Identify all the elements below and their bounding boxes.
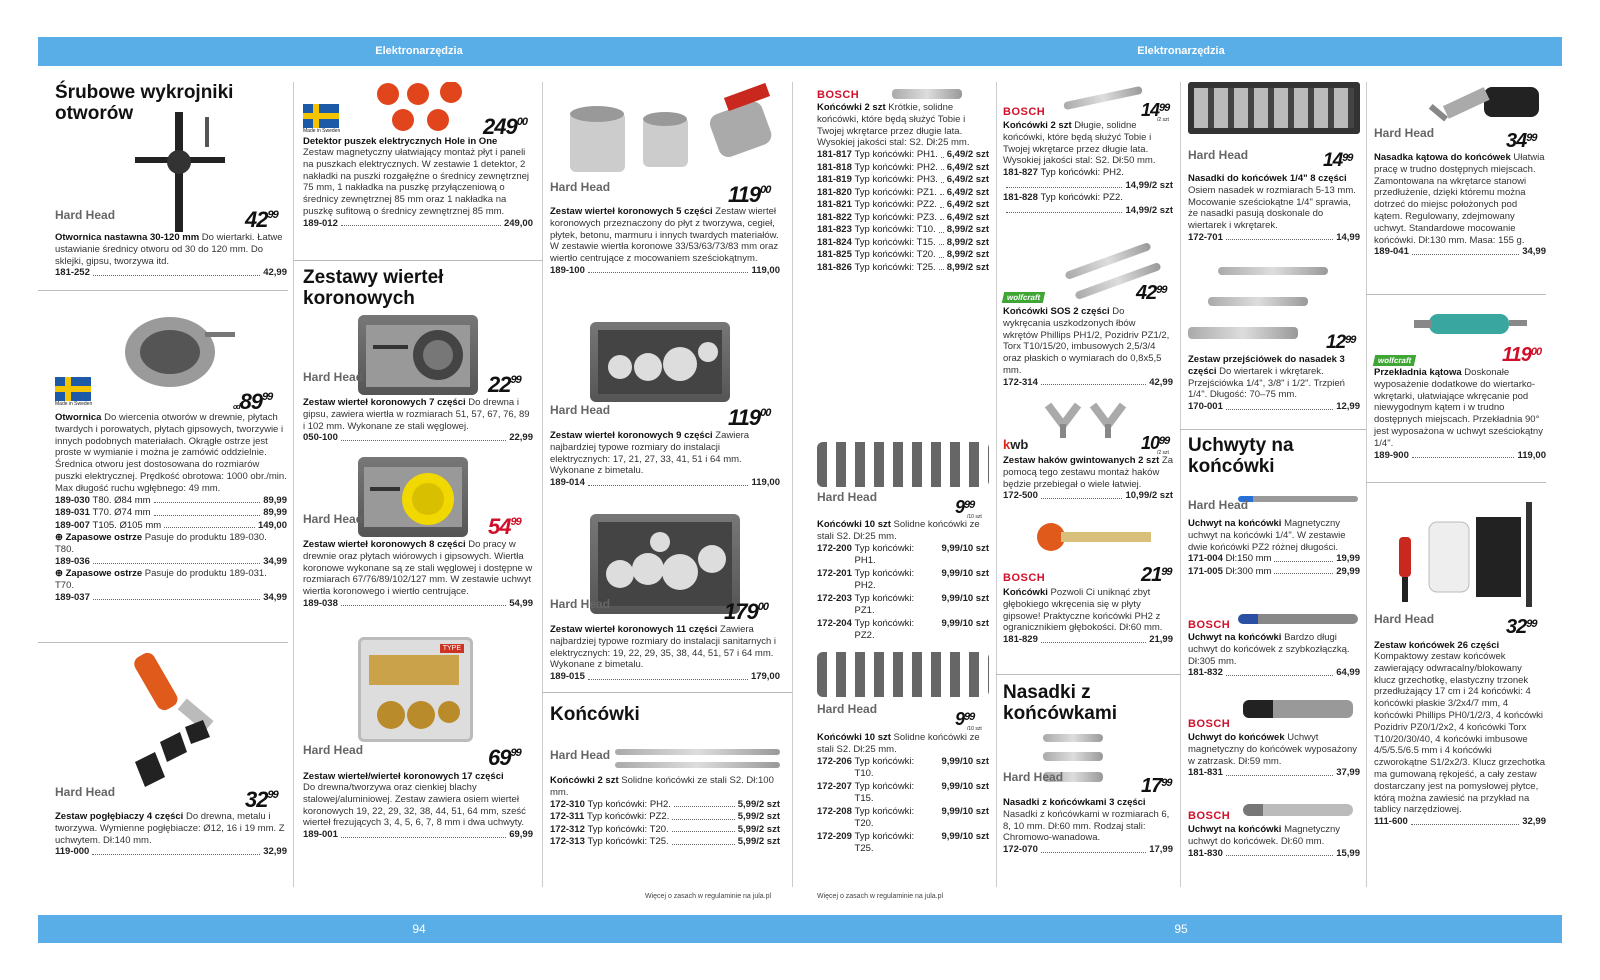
adapter-image [1208, 297, 1308, 306]
product-name: Zestaw wierteł koronowych 8 części [303, 539, 466, 550]
footnote: Więcej o zasach w regulaminie na jula.pl [817, 893, 944, 900]
product-desc: Nasadki z końcówkami w rozmiarach 6, 8, 10 mm. Dł:60 mm. Rodzaj stali: Chromowo-wanadowa. [1003, 808, 1170, 844]
price: $14^{99}$ [1323, 150, 1353, 171]
price-row: 172-207 Typ końcówki: T15. 9,99/10 szt [817, 780, 989, 805]
bottom-banner [38, 915, 1562, 943]
price-row: 172-310 Typ końcówki: PH2. 5,99/2 szt [550, 798, 780, 810]
product-name: Zestaw wierteł/wierteł koronowych 17 części [303, 771, 504, 782]
brand-logo: wolfcraft [1003, 287, 1044, 305]
price-row: 181-830 15,99 [1188, 847, 1360, 859]
product-desc: Kompaktowy zestaw końcówek zawierający odwracalny/blokowany klucz grzechotkę, elastyczny trzonek przedłużający 17 cm i 24 końcówki: 4 końcówki płaskie 3/2x4/7 mm, 4 końcówki Phillips PH0/1/2/3, 4 końcówki Pozidriv PZ0/1/2x2, 4 końcówki Torx T10/20/30/40, 4 końcówki imbusowe 4/5/5.5/6.5 mm i 4 końcówki czworokątne S1/2x2/3. Klucz grzechotka ma gumowaną rękojeść, a cały zestaw dostarczany jest na pomysłowej płytce, którą można zawiesić na przykład na tablicy narzędziowej. [1374, 651, 1546, 816]
price-row: 172-313 Typ końcówki: T25. 5,99/2 szt [550, 836, 780, 848]
footnote: Więcej o zasach w regulaminie na jula.pl [645, 893, 772, 900]
header-left: Elektronarzędzia [375, 45, 463, 57]
divider [1366, 82, 1367, 887]
price-row: 171-004 Dł:150 mm 19,99 [1188, 553, 1360, 565]
adapter-image [1218, 267, 1328, 275]
section-title: Uchwyty na końcówki [1188, 435, 1294, 477]
price-row: 189-036 34,99 [55, 555, 287, 567]
product-desc: Magnetyczny uchwyt do końcówek. Dł:60 mm. [1188, 824, 1341, 847]
product-name: Uchwyt do końcówek [1188, 732, 1285, 743]
price-row: 181-824 Typ końcówki: T15. 8,99/2 szt [817, 236, 989, 248]
angle-attachment-image [1424, 82, 1544, 132]
bit-image [1063, 86, 1143, 110]
product-name: Zestaw wierteł koronowych 7 części [303, 397, 466, 408]
bit-image [615, 762, 780, 768]
brand-logo: Hard Head [1188, 148, 1249, 162]
bit-holder-image [1243, 804, 1353, 816]
drywall-bit-image [1033, 522, 1153, 552]
box-label: TYPE [440, 644, 464, 653]
price: $34^{99}$ [1506, 130, 1537, 152]
price-row: 172-701 14,99 [1188, 231, 1360, 243]
product-desc: Uchwyt magnetyczny do końcówek wyposażony w zatrzask. Dł:59 mm. [1188, 732, 1357, 767]
brand-logo: BOSCH [1003, 106, 1046, 118]
product-name: Końcówki 2 szt [817, 102, 886, 113]
price: $42^{99}$ [1136, 282, 1167, 304]
product-desc: Do wykręcania uszkodzonych łbów wkrętów Phillips PH1/2, Pozidriv PZ1/2, Torx T10/15/20, imbusowych 2,5/3/4 oraz płaskich o wymiarach do 0,8x5,5 mm. [1003, 306, 1170, 376]
adapter-image [1188, 327, 1298, 339]
price-row: 181-826 Typ końcówki: T25. 8,99/2 szt [817, 261, 989, 273]
product-desc: Do drewna, metalu i tworzywa. Wymienne pogłębiacze: Ø12, 16 i 19 mm. Z uchwytem. Dł:140 mm. [55, 811, 285, 846]
price-row: 189-012 249,00 [303, 217, 533, 229]
price-row: 189-037 34,99 [55, 591, 287, 603]
brand-logo: Hard Head [817, 490, 878, 504]
price-row: 189-015 179,00 [550, 671, 780, 683]
hole-saw-image [115, 302, 235, 392]
product-desc: Ułatwia pracę w trudno dostępnych miejscach. Zamontowana na wkrętarce stanowi przedłużenie, dzięki któremu można dotrzeć do miejsc położonych pod kątem. Regulowany, zdejmowany uchwyt. Standardowe mocowanie końcówki. Dł:130 mm. Masa: 155 g. [1374, 152, 1545, 246]
angle-drive-image [1409, 308, 1529, 340]
hole-saw-set-5-image [565, 82, 780, 177]
price: $14^{99}$ [1141, 100, 1170, 120]
sweden-flag-icon [303, 104, 339, 128]
nut-setter-image [1043, 752, 1103, 761]
price-row: 050-100 22,99 [303, 432, 533, 444]
product-name: Nasadki do końcówek 1/4" 8 części [1188, 173, 1347, 184]
price-row: 14,99/2 szt [1003, 205, 1173, 218]
brand-logo: Hard Head [55, 208, 116, 222]
header-right: Elektronarzędzia [1137, 45, 1225, 57]
brand-logo: Hard Head [550, 403, 611, 417]
price: $od89^{99}$ [233, 389, 273, 414]
brand-logo: Hard Head [550, 748, 611, 762]
product-name: Otwornica [55, 412, 102, 423]
brand-logo: Hard Head [303, 370, 364, 384]
divider [542, 82, 543, 887]
price-row: 172-208 Typ końcówki: T20. 9,99/10 szt [817, 805, 989, 830]
hole-saw-set-7-image [358, 315, 478, 395]
price: $9^{99}$ [955, 497, 975, 517]
price-row: 111-600 32,99 [1374, 816, 1546, 828]
unit-label: /10 szt [967, 726, 982, 732]
price-row: 181-252 42,99 [55, 267, 287, 279]
price: $42^{99}$ [245, 207, 278, 232]
product-desc: Do wiertarki. Łatwe ustawianie średnicy otworu od 30 do 120 mm. Do sklejki, gipsu, tworzywa itd. [55, 232, 283, 267]
price-row: 171-005 Dł:300 mm 29,99 [1188, 565, 1360, 577]
product-desc: Solidne końcówki ze stali S2. Dł:25 mm. [817, 519, 980, 542]
product-name: Końcówki 10 szt [817, 732, 891, 743]
price-row: 172-206 Typ końcówki: T10. 9,99/10 szt [817, 755, 989, 780]
nut-setter-image [1043, 734, 1103, 742]
bit-holder-image [1243, 700, 1353, 718]
product-desc: Zawiera najbardziej typowe rozmiary do instalacji elektrycznych: 17, 21, 27, 33, 41, 51 i 64 mm. Wykonane z bimetalu. [550, 430, 750, 477]
product-desc: Długie, solidne końcówki, które będą służyć Tobie i Twojej wkrętarce przez długie lata. Wysokiej jakości stal: S2. Dł:50 mm. [1003, 120, 1156, 167]
price-row: 189-030 T80. Ø84 mm 89,99 [55, 494, 287, 506]
price-row: 172-311 Typ końcówki: PZ2. 5,99/2 szt [550, 811, 780, 823]
page-number-right: 95 [1174, 922, 1188, 936]
section-title: Śrubowe wykrojniki otworów [55, 82, 234, 124]
price: $10^{99}$ [1141, 433, 1170, 453]
spare-name: Zapasowe ostrze [65, 532, 143, 544]
price-row: 172-204 Typ końcówki: PZ2. 9,99/10 szt [817, 617, 989, 642]
brand-logo: BOSCH [1188, 619, 1231, 631]
product-name: Końcówki SOS 2 części [1003, 306, 1110, 317]
column-4 [817, 82, 989, 887]
price-row: 181-823 Typ końcówki: T10. 8,99/2 szt [817, 224, 989, 236]
price: $119^{00}$ [728, 182, 771, 207]
price: $119^{00}$ [1502, 344, 1542, 366]
price: $32^{99}$ [1506, 616, 1537, 638]
price-row: 172-070 17,99 [1003, 844, 1173, 856]
brand-logo: BOSCH [1188, 718, 1231, 730]
section-title: Końcówki [550, 704, 640, 725]
product-desc: Zestaw wierteł koronowych przeznaczony do płyt z tworzywa, cegieł, płytek, betonu, marmuru i innych twardych materiałów. W zestawie wiertła koronowe 33/53/63/73/83 mm oraz wiertło centrujące z mocowaniem sześciokątnym. [550, 206, 779, 265]
brand-logo: BOSCH [817, 89, 860, 101]
price-row: 189-100 119,00 [550, 264, 780, 276]
price: $12^{99}$ [1326, 332, 1356, 353]
brand-logo: Hard Head [303, 512, 364, 526]
price-row: 189-031 T70. Ø74 mm 89,99 [55, 507, 287, 519]
brand-logo: kwb [1003, 437, 1029, 452]
price-row: 181-822 Typ końcówki: PZ3. 6,49/2 szt [817, 211, 989, 223]
hole-saw-set-11-image [590, 514, 740, 614]
price: $54^{99}$ [488, 514, 521, 539]
product-name: Zestaw wierteł koronowych 9 części [550, 430, 713, 441]
section-title: Zestawy wierteł koronowych [303, 267, 444, 309]
divider [996, 82, 997, 887]
price-row: 181-828 Typ końcówki: PZ2. [1003, 192, 1123, 204]
hole-saw-set-8-image [358, 457, 468, 537]
product-name: Zestaw wierteł koronowych 11 części [550, 624, 718, 635]
bit-image [892, 89, 962, 99]
product-desc: Do pracy w drewnie oraz płytach wiórowych i gipsowych. Wiertła koronowe wykonane są ze stali węglowej i dostępne w rozmiarach 67/76/89/102/127 mm. W zestawie uchwyt wiertła koronowego i wiertło centrujące. [303, 539, 533, 598]
product-name: Końcówki 10 szt [817, 519, 891, 530]
product-name: Uchwyt na końcówki [1188, 824, 1282, 835]
brand-logo: Hard Head [817, 702, 878, 716]
product-name: Końcówki 2 szt [1003, 120, 1072, 131]
column-6 [1188, 82, 1360, 887]
price-row: 172-500 10,99/2 szt [1003, 490, 1173, 502]
price: $17^{99}$ [1141, 775, 1172, 797]
section-title: Nasadki z końcówkami [1003, 682, 1118, 724]
product-desc: Do drewna/tworzywa oraz cienkiej blachy stalowej/aluminiowej. Zestaw zawiera osiem wierteł koronowych 19, 22, 29, 32, 38, 44, 51, 64 mm, sześć wierteł frezujących 3, 4, 5, 6, 7, 8 mm i dwa uchwyty. [303, 782, 526, 829]
price-row: 189-041 34,99 [1374, 246, 1546, 258]
brand-logo: Hard Head [1374, 126, 1435, 140]
price: $21^{99}$ [1141, 564, 1172, 586]
price-row: 14,99/2 szt [1003, 180, 1173, 193]
price-row: 172-201 Typ końcówki: PH2. 9,99/10 szt [817, 567, 989, 592]
product-desc: Pozwoli Ci uniknąć zbyt głębokiego wkręcenia się w płyty gipsowe! Praktyczne końcówki PH2 z ogranicznikiem głębokości. Dł:60 mm. [1003, 587, 1163, 634]
unit-label: /2 szt [1157, 450, 1169, 456]
price-row: 181-820 Typ końcówki: PZ1. 6,49/2 szt [817, 186, 989, 198]
hole-saw-set-9-image [590, 322, 730, 402]
price-row: 172-209 Typ końcówki: T25. 9,99/10 szt [817, 830, 989, 855]
product-desc: Doskonałe wyposażenie dodatkowe do wiertarko-wkrętarki, ułatwiające wkręcanie pod niewygodnym kątem i w trudno dostępnych miejscach. Przekładnia 90° jest wyposażona w uchwyt sześciokątny 1/4". [1374, 367, 1543, 449]
price-row: 170-001 12,99 [1188, 401, 1360, 413]
product-desc: Do drewna i gipsu, zawiera wiertła w rozmiarach 51, 57, 67, 76, 89 i 102 mm. Wykonane ze stali węglowej. [303, 397, 530, 432]
bits-image [817, 652, 989, 697]
price-row: 181-829 21,99 [1003, 634, 1173, 646]
brand-logo: Hard Head [550, 597, 611, 611]
brand-logo: Hard Head [1003, 770, 1064, 784]
price: $22^{99}$ [488, 372, 521, 397]
column-2 [303, 82, 533, 887]
product-desc: Solidne końcówki ze stali S2. Dł:100 mm. [550, 775, 774, 798]
product-desc: Do wiercenia otworów w drewnie, płytach twardych i porowatych, płytach gipsowych, tworzywie i innych podobnych materiałach. Okrągłe ostrze jest proste w wymianie i można je zamówić oddzielnie. Średnica otworu jest dostosowana do rozmiarów puszki elektrycznej. Prędkość obrotowa: 1000 obr./min. Max długość ruchu wgłębnego: 49 mm. [55, 412, 287, 494]
column-7 [1374, 82, 1546, 887]
price-row: 172-203 Typ końcówki: PZ1. 9,99/10 szt [817, 592, 989, 617]
product-desc: Zestaw magnetyczny ułatwiający montaż płyt i paneli na puszkach elektrycznych. W zestawie 1 detektor, 2 nakładki na puszki rozgałęźne o średnicy zewnętrznej 75 mm, 1 nakładka na puszkę przyłączeniową o średnicy zewnętrznej 85 mm oraz 1 nakładka na puszkę sufitową o średnicy zewnętrznej 85 mm. [303, 147, 530, 217]
spare-name: Zapasowe ostrze [65, 568, 143, 580]
brand-logo: Hard Head [303, 743, 364, 757]
brand-logo: Hard Head [1188, 498, 1249, 512]
bit-set-26-image [1394, 502, 1544, 607]
socket-set-image [1188, 82, 1360, 134]
drill-set-17-image [358, 637, 473, 742]
product-desc: Zawiera najbardziej typowe rozmiary do instalacji sanitarnych i elektrycznych: 19, 22, 29, 35, 38, 44, 51, 57 i 64 mm. Wykonane z bimetalu. [550, 624, 776, 671]
product-desc: Magnetyczny uchwyt na końcówki 1/4". W zestawie dwie końcówki PZ2 różnej długości. [1188, 518, 1346, 553]
hooks-image [1043, 400, 1133, 440]
price: $249^{00}$ [483, 114, 527, 139]
brand-logo: Hard Head [1374, 612, 1435, 626]
product-name: Zestaw haków gwintowanych 2 szt [1003, 455, 1160, 466]
product-name: Przekładnia kątowa [1374, 367, 1462, 378]
price-row: 181-825 Typ końcówki: T20. 8,99/2 szt [817, 249, 989, 261]
price-row: 181-827 Typ końcówki: PH2. [1003, 167, 1124, 179]
made-in-label: Made in Sweden [303, 128, 341, 134]
price-row: 172-312 Typ końcówki: T20. 5,99/2 szt [550, 823, 780, 835]
product-desc: Solidne końcówki ze stali S2. Dł:25 mm. [817, 732, 980, 755]
column-3 [550, 82, 785, 887]
product-desc: Krótkie, solidne końcówki, które będą służyć Tobie i Twojej wkrętarce przez długie lata. Wysokiej jakości stal: S2. Dł:25 mm. [817, 102, 970, 149]
bit-image [615, 749, 780, 755]
product-desc: Za pomocą tego zestawu montaż haków będzie przebiegał o wiele łatwiej. [1003, 455, 1173, 490]
price-row: 189-001 69,99 [303, 829, 533, 841]
brand-logo: BOSCH [1188, 810, 1231, 822]
product-name: Uchwyt na końcówki [1188, 632, 1282, 643]
product-desc: Bardzo długi uchwyt do końcówek z szybkozłączką. Dł:305 mm. [1188, 632, 1350, 667]
product-desc: Do wiertarek i wkrętarek. Przejściówka 1/4", 3/8" i 1/2". Trzpień 1/4". Długość: 70–75 mm. [1188, 365, 1345, 401]
bit-holder-image [1238, 614, 1358, 624]
price-row: 181-818 Typ końcówki: PH2. 6,49/2 szt [817, 161, 989, 173]
bits-image [817, 442, 989, 487]
divider [1180, 82, 1181, 887]
detector-image [373, 82, 473, 132]
price-row: 181-832 64,99 [1188, 667, 1360, 679]
made-in-label: Made in Sweden [55, 401, 93, 407]
product-name: Detektor puszek elektrycznych Hole in One [303, 136, 498, 147]
price-row: 172-314 42,99 [1003, 376, 1173, 388]
product-desc: Osiem nasadek w rozmiarach 5-13 mm. Mocowanie sześciokątne 1/4" sprawia, że nasadki pasują doskonale do wiertarek i wkrętarek. [1188, 184, 1356, 232]
top-banner [38, 37, 1562, 66]
divider [293, 82, 294, 887]
product-name: Nasadka kątowa do końcówek [1374, 152, 1511, 163]
brand-logo: Hard Head [550, 180, 611, 194]
price-row: 189-038 54,99 [303, 597, 533, 609]
price: $69^{99}$ [488, 745, 521, 770]
countersink-image [125, 652, 245, 792]
unit-label: /10 szt [967, 514, 982, 520]
price-row: 119-000 32,99 [55, 846, 287, 858]
unit-label: /2 szt [1157, 117, 1169, 123]
price: $9^{99}$ [955, 709, 975, 729]
price: $119^{00}$ [728, 405, 771, 430]
price-row: 181-831 37,99 [1188, 767, 1360, 779]
product-name: Zestaw przejściówek do nasadek 3 części [1188, 354, 1345, 377]
brand-logo: BOSCH [1003, 572, 1046, 584]
column-5 [1003, 82, 1173, 887]
product-name: Zestaw pogłębiaczy 4 części [55, 811, 184, 822]
product-name: Zestaw wierteł koronowych 5 części [550, 206, 713, 217]
price-row: 172-200 Typ końcówki: PH1. 9,99/10 szt [817, 542, 989, 567]
product-name: Zestaw końcówek 26 części [1374, 640, 1500, 651]
divider [792, 82, 793, 887]
product-name: Końcówki 2 szt [550, 775, 619, 786]
product-name: Otwornica nastawna 30-120 mm [55, 232, 200, 243]
price-row: 189-900 119,00 [1374, 449, 1546, 461]
product-name: Końcówki [1003, 587, 1048, 598]
sweden-flag-icon [55, 377, 91, 401]
page-number-left: 94 [412, 922, 426, 936]
product-name: Uchwyt na końcówki [1188, 518, 1282, 529]
price-row: 181-817 Typ końcówki: PH1. 6,49/2 szt [817, 149, 989, 161]
price: $32^{99}$ [245, 787, 278, 812]
price-row: 189-007 T105. Ø105 mm 149,00 [55, 519, 287, 531]
brand-logo: Hard Head [55, 785, 116, 799]
brand-logo: wolfcraft [1374, 350, 1415, 368]
bit-holder-image [1238, 496, 1358, 502]
price-row: 181-819 Typ końcówki: PH3. 6,49/2 szt [817, 174, 989, 186]
price: $179^{00}$ [724, 599, 768, 624]
column-1: Śrubowe wykrojniki otworów Hard Head $42^{99}$ Otwornica nastawna 30-120 mm Do wiertarki. Łatwe ustawianie średnicy otworu od 30 do 120 mm. Do sklejki, gipsu, tworzywa itd. 181-252 42,99 Made in Sweden $od89^{99}$ Otwornica Do wiercenia otworów w drewnie, płytach twardych i porowatych, płytach gipsowych, tworzywie i innych podobnych materiałach. Okrągłe ostrze jest proste w wymianie i można je zamówić oddzielnie. Średnica otworu jest dostosowana do rozmiarów puszki elektrycznej. Prędkość obrotowa: 1000 obr./min. Max długość ruchu wgłębnego: 49 mm. 189-030 T80. Ø84 mm 89,99 189-031 T70. Ø74 mm 89,99 189-007 T105. Ø105 mm 149,00 ⊕ Zapasowe ostrze Pasuje do produktu 189-030. T80. 189-036 34,99 ⊕ Zapasowe ostrze Pasuje do produktu 189-031. T70. 189-037 34,99 Hard Head $32^{99}$ Zestaw pogłębiaczy 4 części Do drewna, metalu i tworzywa. Wymienne pogłębiacze: Ø12, 16 i 19 mm. Z uchwytem. Dł:140 mm. 119-000 32,99 [55, 82, 287, 887]
price-row: 181-821 Typ końcówki: PZ2. 6,49/2 szt [817, 199, 989, 211]
hole-cutter-image [135, 112, 225, 232]
price-row: 189-014 119,00 [550, 477, 780, 489]
product-name: Nasadki z końcówkami 3 części [1003, 797, 1146, 808]
